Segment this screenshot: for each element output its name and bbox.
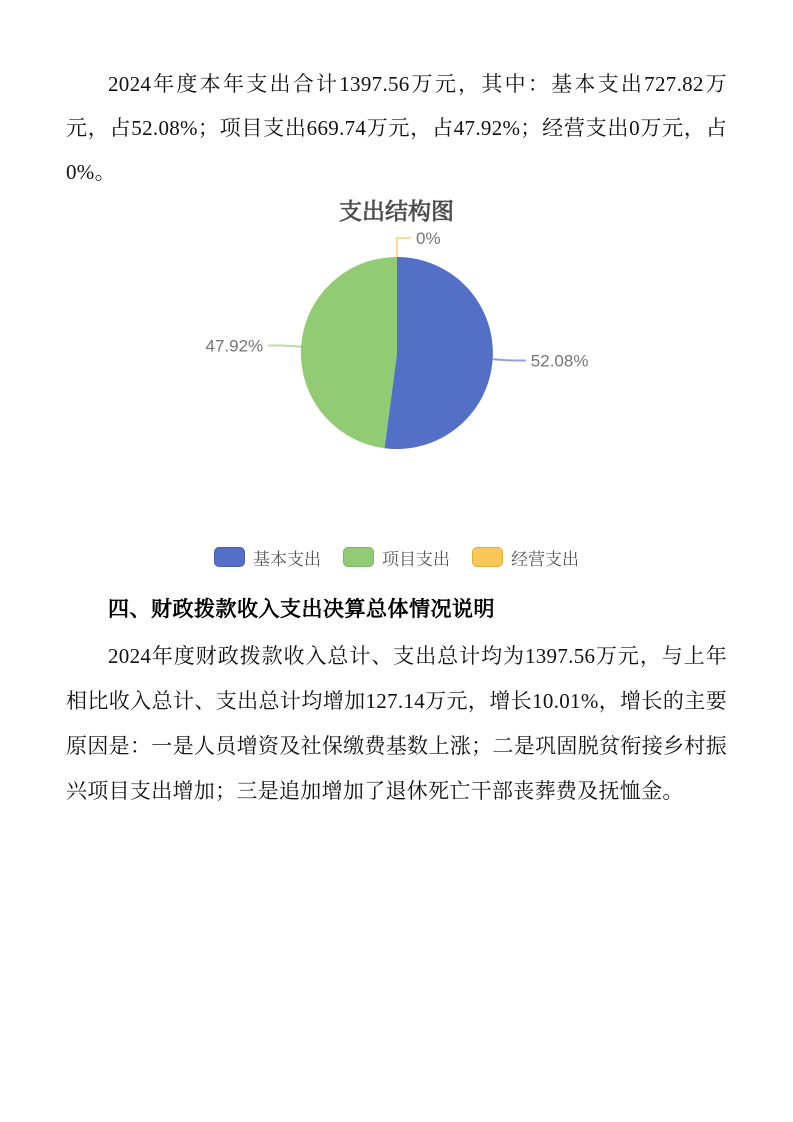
legend-label: 经营支出 [511,549,579,569]
legend-swatch [214,547,245,567]
pie-label-line-2 [397,238,411,257]
legend-item-operating [472,545,579,570]
pie-label-line-1 [268,346,301,347]
legend-label: 基本支出 [253,549,321,569]
pie-label-0: 52.08% [530,351,588,371]
pie-slice-1 [300,257,396,448]
section-heading: 四、财政拨款收入支出决算总体情况说明 [108,597,495,621]
expenditure-structure-chart [66,196,727,568]
legend-label: 项目支出 [382,549,450,569]
pie-slice-0 [384,257,492,449]
legend-swatch [343,547,374,567]
legend-item-basic [214,545,321,570]
pie-label-2: 0% [415,229,441,248]
pie-svg [137,226,657,538]
chart-legend [66,546,727,568]
legend-item-project [343,545,450,570]
paragraph-expenditure-summary: 2024年度本年支出合计1397.56万元，其中：基本支出727.82万元，占52.08%；项目支出669.74万元，占47.92%；经营支出0万元，占0%。 [66,72,727,184]
paragraph-fiscal-appropriation: 2024年度财政拨款收入总计、支出总计均为1397.56万元，与上年相比收入总计、支出总计均增加127.14万元，增长10.01%，增长的主要原因是：一是人员增资及社保缴费基数上涨；二是巩固脱贫衔接乡村振兴项目支出增加；三是追加增加了退休死亡干部丧葬费及抚恤金。 [66,644,727,803]
legend-swatch [472,547,503,567]
pie-label-1: 47.92% [205,336,263,356]
pie-label-line-0 [492,359,525,360]
chart-title: 支出结构图 [339,198,454,224]
